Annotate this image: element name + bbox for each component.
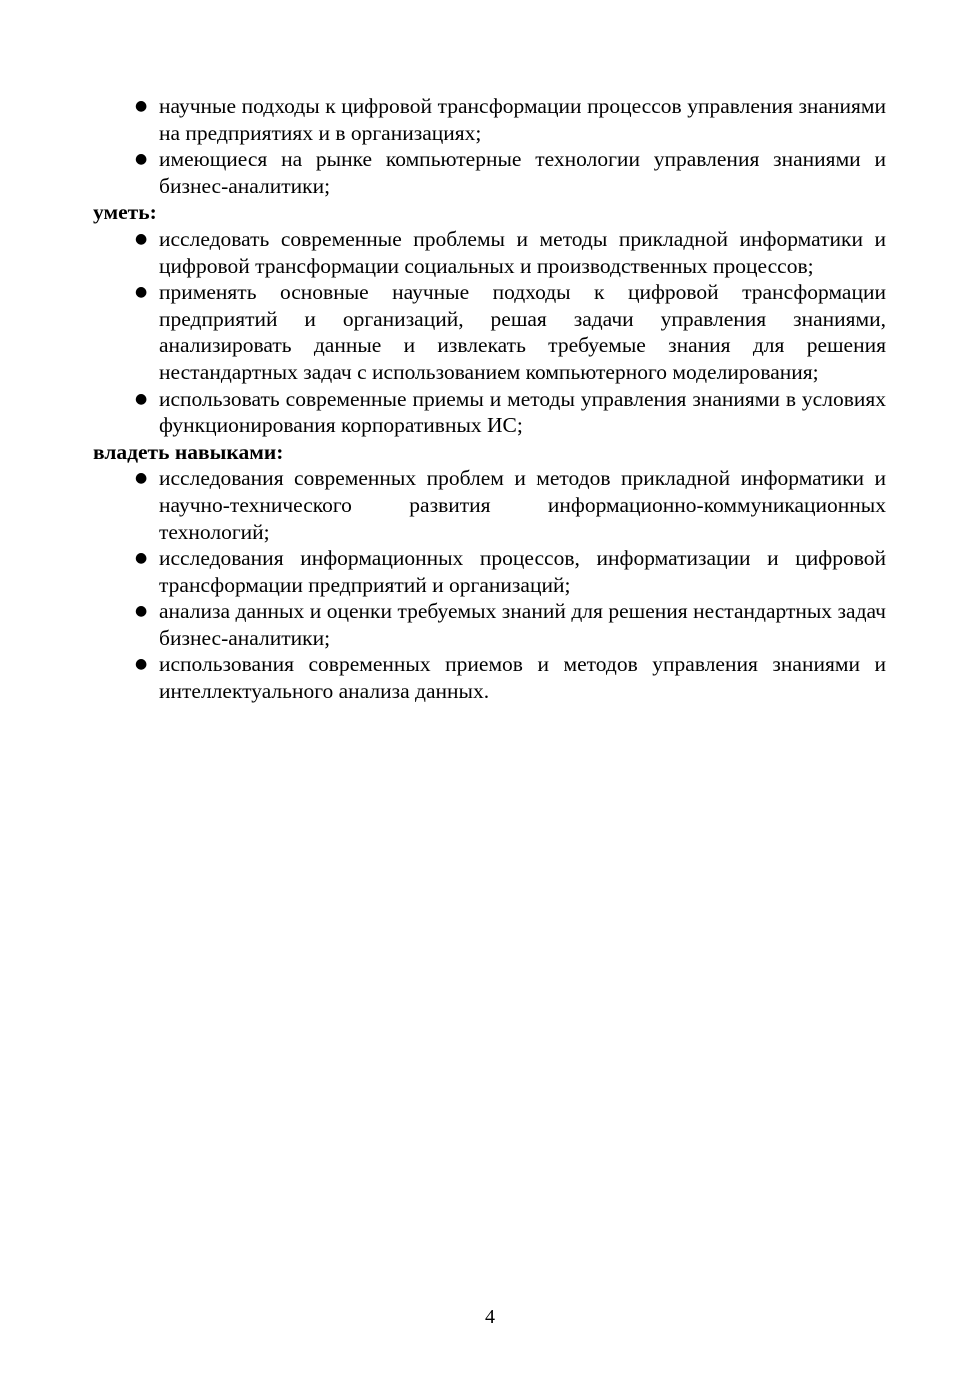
bullet-icon: ● <box>135 550 148 567</box>
list-item-text: исследования современных проблем и методов прикладной информатики и научно-технического развития информационно-коммуникационных технологий; <box>159 466 886 544</box>
bullet-icon: ● <box>135 470 148 487</box>
list-item-text: анализа данных и оценки требуемых знаний для решения нестандартных задач бизнес-аналитики; <box>159 599 886 650</box>
list-item <box>93 386 886 439</box>
list-item-text: исследования информационных процессов, информатизации и цифровой трансформации предприятий и организаций; <box>159 546 886 597</box>
skills-heading: уметь: <box>93 200 157 225</box>
list-item <box>93 651 886 704</box>
list-item <box>93 146 886 199</box>
bullet-icon: ● <box>135 151 148 168</box>
list-item-text: использования современных приемов и методов управления знаниями и интеллектуального анализа данных. <box>159 652 886 704</box>
bullet-icon: ● <box>135 284 148 301</box>
bullet-icon: ● <box>135 390 148 407</box>
list-item <box>93 279 886 385</box>
page-number: 4 <box>485 1306 495 1328</box>
skills-list <box>93 226 886 439</box>
list-item <box>93 226 886 279</box>
list-item <box>93 545 886 598</box>
list-item-text: исследовать современные проблемы и методы прикладной информатики и цифровой трансформации социальных и производственных процессов; <box>159 226 886 278</box>
know-list <box>93 93 886 199</box>
bullet-icon: ● <box>135 656 148 673</box>
list-item <box>93 598 886 651</box>
list-item-text: использовать современные приемы и методы управления знаниями в условиях функционирования корпоративных ИС; <box>159 386 886 438</box>
bullet-icon: ● <box>135 98 148 114</box>
list-item-text: имеющиеся на рынке компьютерные технологии управления знаниями и бизнес-аналитики; <box>159 147 886 198</box>
bullet-icon: ● <box>135 230 148 247</box>
bullet-icon: ● <box>135 603 148 620</box>
list-item-text: научные подходы к цифровой трансформации процессов управления знаниями на предприятиях и в организациях; <box>159 94 886 145</box>
list-item <box>93 465 886 545</box>
list-item <box>93 93 886 146</box>
list-item-text: применять основные научные подходы к цифровой трансформации предприятий и организаций, решая задачи управления знаниями, анализировать данные и извлекать требуемые знания для решения нестандартных задач с использованием компьютерного моделирования; <box>159 280 886 384</box>
document-page <box>93 93 886 705</box>
abilities-list <box>93 465 886 704</box>
abilities-heading: владеть навыками: <box>93 439 284 464</box>
